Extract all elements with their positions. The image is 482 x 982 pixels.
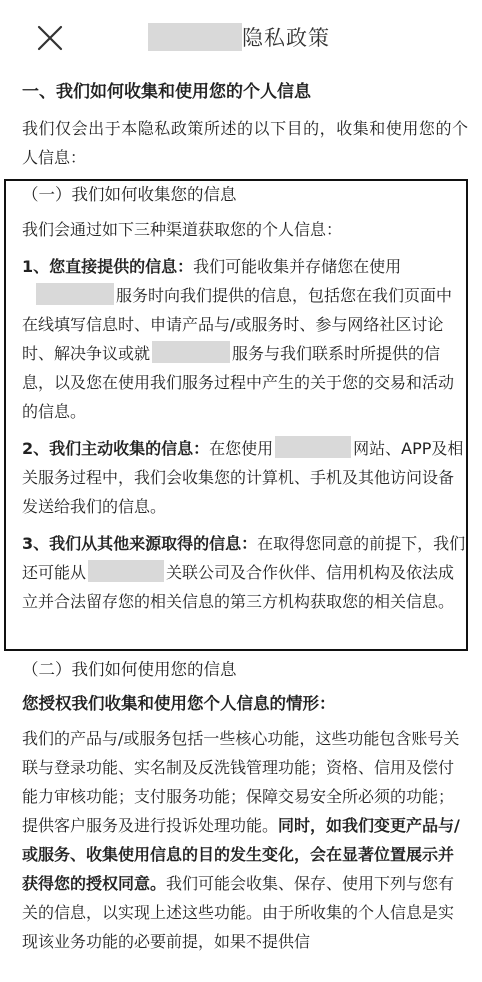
paragraph-bold-text: 同时，如我们变更产品与/或服务、收集使用信息的目的发生变化，会在显著位置展示并获得您的授权同意。	[22, 816, 460, 893]
item-text: 服务时向我们提供的信息，包括您在我们页面中在线填写信息时、申请产品与/或服务时、参与网络社区讨论时、解决争议或就	[22, 286, 453, 363]
top-bar	[0, 0, 482, 78]
bottom-fade	[0, 958, 482, 982]
item-label: 3、我们从其他来源取得的信息：	[22, 534, 258, 553]
collect-item-1	[22, 252, 466, 426]
item-text: 我们可能收集并存储您在使用	[193, 257, 402, 276]
section-intro: 我们仅会出于本隐私政策所述的以下目的，收集和使用您的个人信息：	[22, 119, 468, 167]
item-text: 在取得您同意的前提下，我们还可能从	[22, 534, 466, 582]
item-label: 1、您直接提供的信息：	[22, 257, 194, 276]
collect-item-3	[22, 529, 466, 616]
page-title-group	[148, 22, 330, 52]
collect-info-section	[22, 181, 466, 624]
item-text: 网站、APP及相关服务过程中，我们会收集您的计算机、手机及其他访问设备发送给我们的信息。	[22, 439, 464, 516]
redacted-text	[152, 341, 230, 363]
redacted-brand-name	[148, 23, 242, 51]
section-collect-use	[22, 78, 468, 180]
paragraph-text: 我们可能会收集、保存、使用下列与您有关的信息，以实现上述这些功能。由于所收集的个人信息是实现该业务功能的必要前提，如果不提供信	[22, 874, 455, 951]
paragraph-text: 我们的产品与/或服务包括一些核心功能，这些功能包含账号关联与登录功能、实名制及反洗钱管理功能；资格、信用及偿付能力审核功能；支付服务功能；保障交易安全所必须的功能；提供客户服务及进行投诉处理功能。	[22, 729, 460, 835]
item-text: 在您使用	[209, 439, 274, 458]
collect-item-2	[22, 434, 466, 521]
subsection-heading: （二）我们如何使用您的信息	[22, 660, 237, 679]
item-text: 关联公司及合作伙伴、信用机构及依法成立并合法留存您的相关信息的第三方机构获取您的相关信息。	[22, 563, 455, 611]
close-button[interactable]	[36, 24, 64, 52]
subsection-subheading: 您授权我们收集和使用您个人信息的情形：	[22, 694, 336, 713]
item-label: 2、我们主动收集的信息：	[22, 439, 210, 458]
redacted-text	[275, 436, 351, 458]
use-info-paragraph	[22, 724, 468, 956]
subsection-lead: 我们会通过如下三种渠道获取您的个人信息：	[22, 220, 343, 239]
item-text: 服务与我们联系时所提供的信息，以及您在使用我们服务过程中产生的关于您的交易和活动的信息。	[22, 344, 455, 421]
section-use-info	[22, 656, 468, 964]
subsection-heading: （一）我们如何收集您的信息	[22, 185, 237, 204]
redacted-text	[88, 560, 164, 582]
close-icon	[36, 24, 64, 52]
page-title: 隐私政策	[242, 26, 330, 50]
redacted-text	[36, 283, 114, 305]
section-heading: 一、我们如何收集和使用您的个人信息	[22, 82, 311, 102]
